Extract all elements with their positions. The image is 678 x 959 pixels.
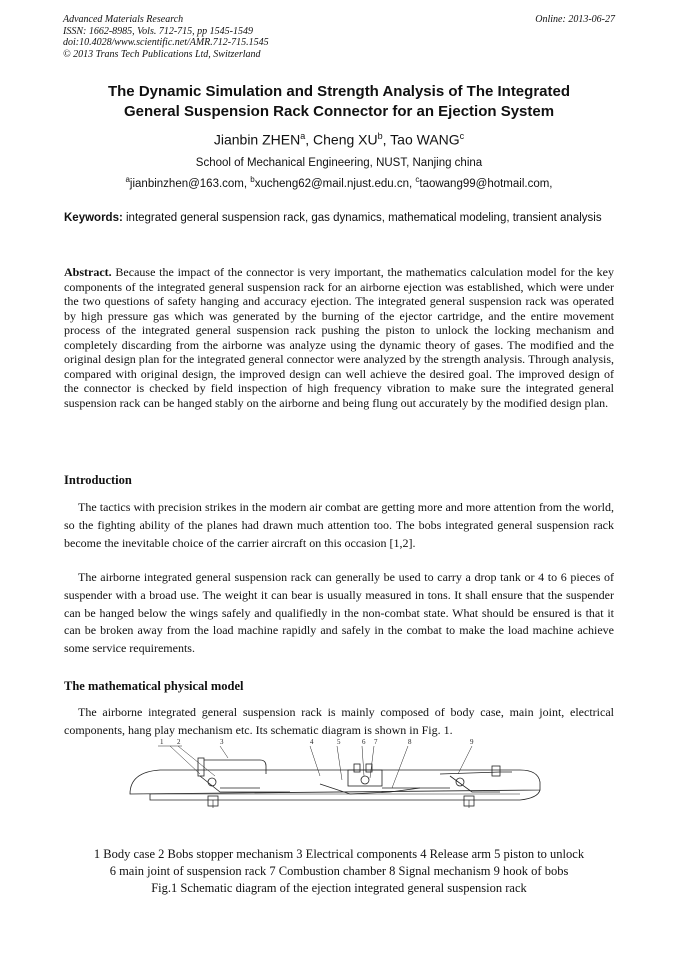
issn-line: ISSN: 1662-8985, Vols. 712-715, pp 1545-1549 [63,25,253,37]
abstract-text: Because the impact of the connector is very important, the mathematics calculation model for the key components of the integrated general suspension rack for an airborne ejection was established, which were under the two questions of safety hanging and accuracy ejection. The integrated general suspension rack was operated by high pressure gas which was generated by the burning of the ejector cartridge, and the entire movement process of the integrated general suspension rack pushing the piston to unlock the locking mechanism and completely discarding from the airborne was analyze using the dynamic theory of gases. The modified and the original design plan for the integrated general connector were analyzed by the strength analysis. Through analysis, compared with original design, the improved design can well achieve the desired goal. The improved design of the connector is checked by field inspection of high frequency vibration to make sure the integrated general suspension rack can be hanged stably on the airborne and being flung out accurately by the modified design plan. [64,265,614,410]
central-joint-mechanism [320,764,450,794]
journal-name: Advanced Materials Research [63,14,184,25]
journal-header [63,14,269,60]
author-1: Jianbin ZHEN [213,131,301,148]
body-case-lower [150,790,540,800]
online-date: Online: 2013-06-27 [535,14,615,25]
figure-label: 1 [160,738,164,746]
leader-lines [158,746,472,788]
email-3[interactable]: taowang99@hotmail.com, [419,177,553,190]
email-1-sup: a [125,175,130,184]
email-list [40,175,638,190]
figure-labels [160,738,474,746]
figure-caption-legend-1: 1 Body case 2 Bobs stopper mechanism 3 Electrical components 4 Release arm 5 piston to unlock [93,847,585,861]
figure-caption-legend-2: 6 main joint of suspension rack 7 Combustion chamber 8 Signal mechanism 9 hook of bobs [109,864,569,878]
figure-label: 7 [374,738,378,746]
body-case-outline [130,770,540,794]
affiliation: School of Mechanical Engineering, NUST, Nanjing china [195,157,483,169]
suspension-pins [213,800,469,808]
author-separator: , [305,131,314,148]
author-1-sup: a [300,131,306,141]
figure-label: 5 [337,738,341,746]
author-list [40,131,638,148]
keywords [64,211,614,227]
abstract [64,265,614,410]
abstract-label: Abstract. [64,265,112,279]
figure-label: 8 [408,738,412,746]
copyright-line: © 2013 Trans Tech Publications Ltd, Switzerland [63,48,261,60]
email-3-sup: c [415,175,420,184]
paper-title [40,82,638,122]
title-line-2: General Suspension Rack Connector for an Ejection System [123,103,555,120]
email-1[interactable]: jianbinzhen@163.com, [129,177,251,190]
author-3-sup: c [459,131,465,141]
figure-label: 3 [220,738,224,746]
author-3: Tao WANG [390,131,460,148]
figure-label: 4 [310,738,314,746]
figure-caption-title: Fig.1 Schematic diagram of the ejection integrated general suspension rack [151,881,527,895]
left-hook-mechanism [198,758,290,806]
author-2-sup: b [377,131,383,141]
title-line-1: The Dynamic Simulation and Strength Analysis of The Integrated [107,83,570,100]
email-2-sup: b [250,175,255,184]
figure-label: 6 [362,738,366,746]
model-paragraph-1: The airborne integrated general suspension rack is mainly composed of body case, main joint, electrical components, hang play mechanism etc. Its schematic diagram is shown in Fig. 1. [64,705,614,737]
author-separator: , [382,131,391,148]
introduction-paragraph-1: The tactics with precision strikes in the modern air combat are getting more and more attention from the world, so the fighting ability of the planes had drawn much attention too. The bobs integrated general suspension rack become the inevitable choice of the carrier aircraft on this occasion [1,2]. [64,500,614,550]
introduction-heading: Introduction [64,473,132,487]
email-2[interactable]: xucheng62@mail.njust.edu.cn, [254,177,416,190]
figure-label: 9 [470,738,474,746]
doi-line[interactable]: doi:10.4028/www.scientific.net/AMR.712-715.1545 [63,37,269,48]
introduction-paragraph-2: The airborne integrated general suspension rack can generally be used to carry a drop tank or 4 to 6 pieces of suspender with a broad use. The weight it can bear is usually measured in tons. It shall ensure that the suspender can be hanged below the wings safely and qualifiedly in the non-combat state. What should be ensured is that it can be broken away from the load machine rapidly and safely in the combat to make the load machine achieve some service requirements. [64,570,614,656]
figure-label: 2 [177,738,181,746]
schematic-figure [120,736,560,840]
keywords-label: Keywords: [64,212,123,224]
keywords-text: integrated general suspension rack, gas dynamics, mathematical modeling, transient analysis [122,212,602,224]
model-heading: The mathematical physical model [64,679,244,693]
author-2: Cheng XU [313,131,378,148]
